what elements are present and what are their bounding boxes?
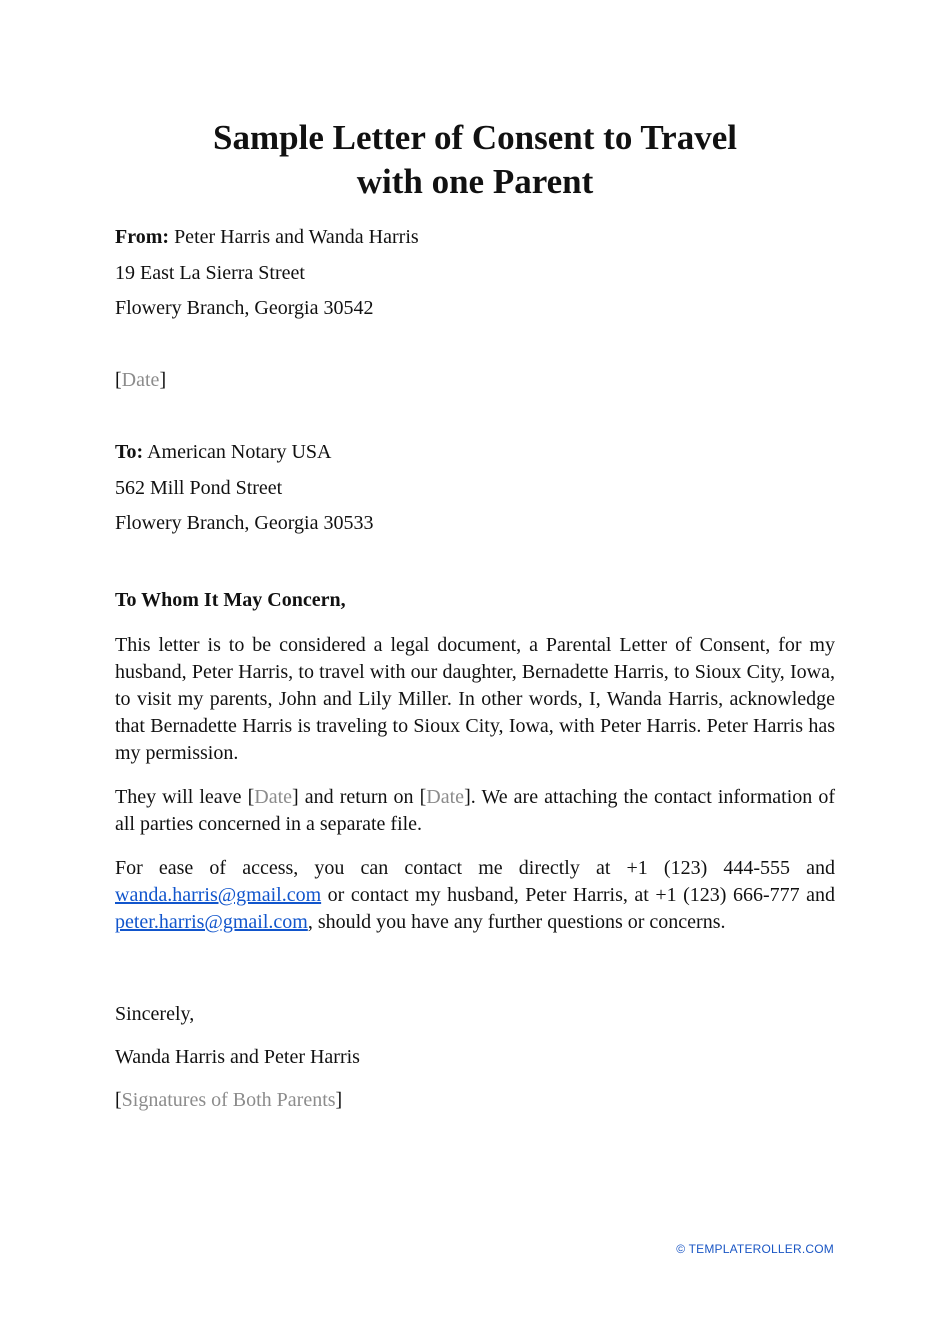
recipient-block xyxy=(115,435,835,542)
footer-watermark[interactable]: © TEMPLATEROLLER.COM xyxy=(676,1242,834,1256)
paragraph-2-text-1: They will leave xyxy=(115,786,248,808)
date-line xyxy=(115,363,835,399)
date-block xyxy=(115,363,835,399)
date-bracket-open: [ xyxy=(115,369,122,391)
signature-placeholder: Signatures of Both Parents xyxy=(121,1089,336,1111)
title-line-1: Sample Letter of Consent to Travel xyxy=(213,118,737,157)
date-placeholder: Date xyxy=(121,369,160,391)
sign-off: Sincerely, xyxy=(115,1003,195,1025)
sender-address-line-1: 19 East La Sierra Street xyxy=(115,261,305,284)
recipient-address-line-2: Flowery Branch, Georgia 30533 xyxy=(115,512,374,534)
salutation-block xyxy=(115,583,835,619)
paragraph-3-text-1: For ease of access, you can contact me directly at +1 (123) 444-555 and xyxy=(115,857,835,879)
recipient-address-line-1: 562 Mill Pond Street xyxy=(115,476,283,499)
paragraph-3-text-2: or contact my husband, Peter Harris, at +1 (123) 666-777 and xyxy=(321,884,835,906)
sender-name-line xyxy=(115,220,835,256)
sender-block xyxy=(115,220,835,327)
salutation xyxy=(115,583,835,619)
peter-email-link[interactable]: peter.harris@gmail.com xyxy=(115,911,308,933)
title-line-2: with one Parent xyxy=(356,162,594,201)
salutation-text: To Whom It May Concern, xyxy=(115,589,346,611)
wanda-email-link[interactable]: wanda.harris@gmail.com xyxy=(115,884,322,906)
recipient-label: To: xyxy=(115,441,144,463)
signature-bracket-close: ] xyxy=(335,1089,343,1111)
paragraph-2-text-3: . We are attaching the contact information of all parties concerned in a separate file. xyxy=(115,786,835,835)
recipient-name: American Notary USA xyxy=(147,441,332,463)
paragraph-3-text-3: , should you have any further questions or concerns. xyxy=(307,911,726,933)
date-bracket-close: ] xyxy=(159,369,167,391)
signature-line xyxy=(115,1079,835,1122)
body-paragraph-3 xyxy=(115,855,835,936)
signature-bracket-open: [ xyxy=(115,1089,122,1111)
return-date-placeholder: [Date] xyxy=(419,786,471,808)
leave-date-placeholder: [Date] xyxy=(247,786,299,808)
body-paragraph-1: This letter is to be considered a legal document, a Parental Letter of Consent, for my husband, Peter Harris, to travel with our daughter, Bernadette Harris, to Sioux City, Iowa, to visit my parents, John and Lily Miller. In other words, I, Wanda Harris, acknowledge that Bernadette Harris is traveling to Sioux City, Iowa, with Peter Harris. Peter Harris has my permission. xyxy=(115,634,835,764)
recipient-name-line xyxy=(115,435,835,471)
sender-address-line-2: Flowery Branch, Georgia 30542 xyxy=(115,297,374,319)
closing-block xyxy=(115,993,835,1122)
page-title xyxy=(115,116,835,204)
sender-name: Peter Harris and Wanda Harris xyxy=(174,226,419,248)
sender-label: From: xyxy=(115,226,170,248)
paragraph-2-text-2: and return on xyxy=(298,786,420,808)
body-paragraph-2 xyxy=(115,784,835,838)
signer-names: Wanda Harris and Peter Harris xyxy=(115,1046,360,1068)
